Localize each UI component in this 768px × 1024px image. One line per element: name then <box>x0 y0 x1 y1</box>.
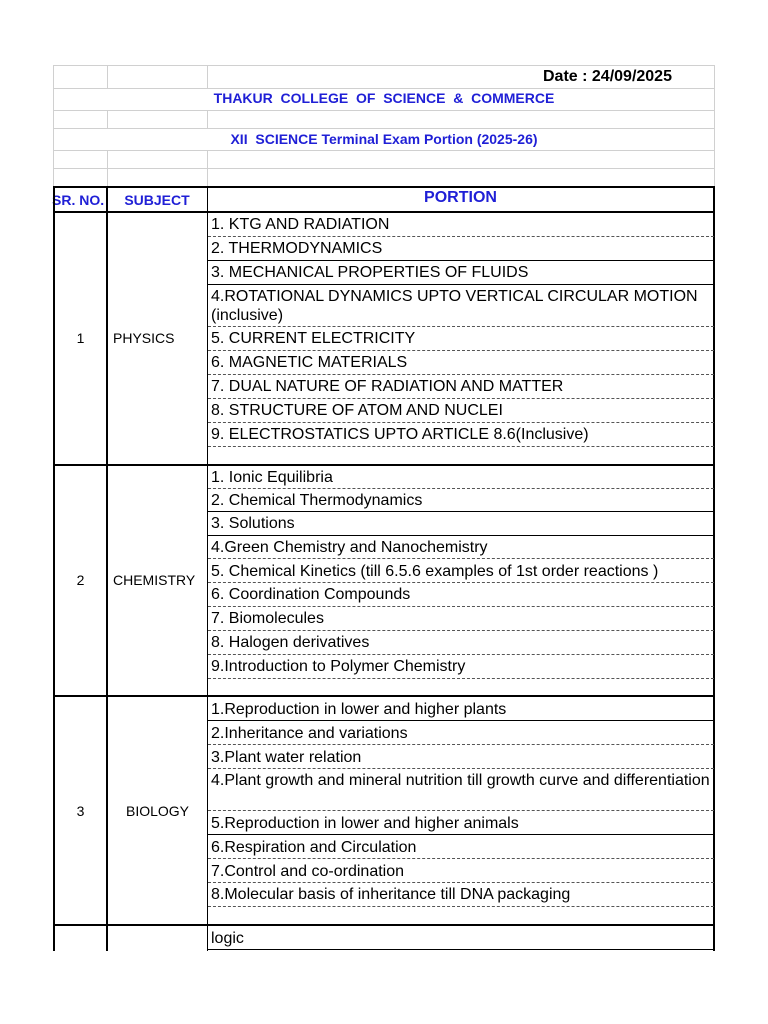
date-label: Date : 24/09/2025 <box>543 68 672 85</box>
portion-item: 3. MECHANICAL PROPERTIES OF FLUIDS <box>211 264 529 281</box>
portion-item: 1. KTG AND RADIATION <box>211 216 390 233</box>
portion-item: 8. Halogen derivatives <box>211 634 370 651</box>
col-sr-no: SR. NO. <box>52 192 105 208</box>
col-portion: PORTION <box>424 189 497 206</box>
exam-title: XII SCIENCE Terminal Exam Portion (2025-26) <box>230 131 538 147</box>
portion-item: 7. DUAL NATURE OF RADIATION AND MATTER <box>211 378 564 395</box>
sr-number: 1 <box>76 330 85 346</box>
portion-item: 9. ELECTROSTATICS UPTO ARTICLE 8.6(Inclusive) <box>211 426 589 443</box>
portion-item: 2. Chemical Thermodynamics <box>211 492 423 509</box>
portion-item: 7. Biomolecules <box>211 610 324 627</box>
sr-number: 2 <box>76 572 85 588</box>
portion-item: 5. Chemical Kinetics (till 6.5.6 examples of 1st order reactions ) <box>211 563 659 580</box>
portion-item: 6. MAGNETIC MATERIALS <box>211 354 408 371</box>
portion-item: 5. CURRENT ELECTRICITY <box>211 330 416 347</box>
portion-item: logic <box>211 930 244 947</box>
portion-item: 1. Ionic Equilibria <box>211 469 333 486</box>
sr-number: 3 <box>76 803 85 819</box>
subject-name: PHYSICS <box>113 330 175 346</box>
portion-item: 7.Control and co-ordination <box>211 863 405 880</box>
subject-name: BIOLOGY <box>125 803 190 819</box>
portion-item: 4.Green Chemistry and Nanochemistry <box>211 539 488 556</box>
col-subject: SUBJECT <box>124 192 190 208</box>
college-name: THAKUR COLLEGE OF SCIENCE & COMMERCE <box>213 90 555 106</box>
portion-item: 4.ROTATIONAL DYNAMICS UPTO VERTICAL CIRCULAR MOTION (inclusive) <box>211 288 698 324</box>
portion-item: 5.Reproduction in lower and higher animals <box>211 815 519 832</box>
subject-name: CHEMISTRY <box>113 572 196 588</box>
portion-item: 3. Solutions <box>211 515 295 532</box>
portion-item: 2. THERMODYNAMICS <box>211 240 383 257</box>
portion-item: 6.Respiration and Circulation <box>211 839 417 856</box>
portion-item: 4.Plant growth and mineral nutrition till growth curve and differentiation <box>211 772 710 789</box>
portion-item: 1.Reproduction in lower and higher plants <box>211 701 507 718</box>
portion-item: 3.Plant water relation <box>211 749 362 766</box>
portion-item: 8. STRUCTURE OF ATOM AND NUCLEI <box>211 402 503 419</box>
portion-item: 6. Coordination Compounds <box>211 586 411 603</box>
portion-item: 9.Introduction to Polymer Chemistry <box>211 658 466 675</box>
portion-item: 8.Molecular basis of inheritance till DNA packaging <box>211 886 571 903</box>
portion-item: 2.Inheritance and variations <box>211 725 408 742</box>
